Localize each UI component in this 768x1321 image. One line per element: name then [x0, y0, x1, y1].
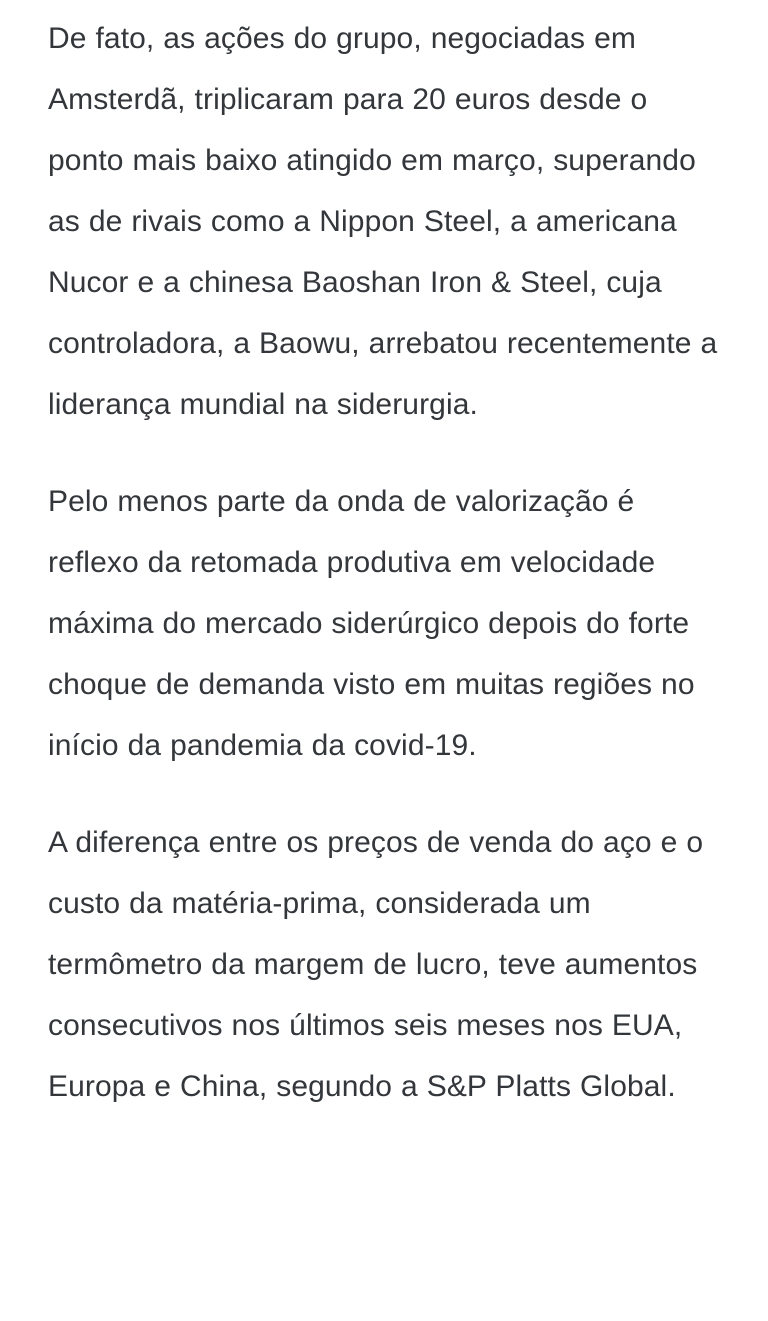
article-paragraph: Pelo menos parte da onda de valorização é reflexo da retomada produtiva em velocidade máxima do mercado siderúrgico depois do forte choque de demanda visto em muitas regiões no início da pandemia da covid-19. [48, 485, 695, 762]
article-paragraph: A diferença entre os preços de venda do aço e o custo da matéria-prima, considerada um termômetro da margem de lucro, teve aumentos consecutivos nos últimos seis meses nos EUA, Europa e China, segundo a S&P Platts Global. [48, 826, 704, 1103]
article-paragraph: De fato, as ações do grupo, negociadas em Amsterdã, triplicaram para 20 euros desde o ponto mais baixo atingido em março, superando as de rivais como a Nippon Steel, a americana Nucor e a chinesa Baoshan Iron & Steel, cuja controladora, a Baowu, arrebatou recentemente a liderança mundial na siderurgia. [48, 22, 718, 421]
